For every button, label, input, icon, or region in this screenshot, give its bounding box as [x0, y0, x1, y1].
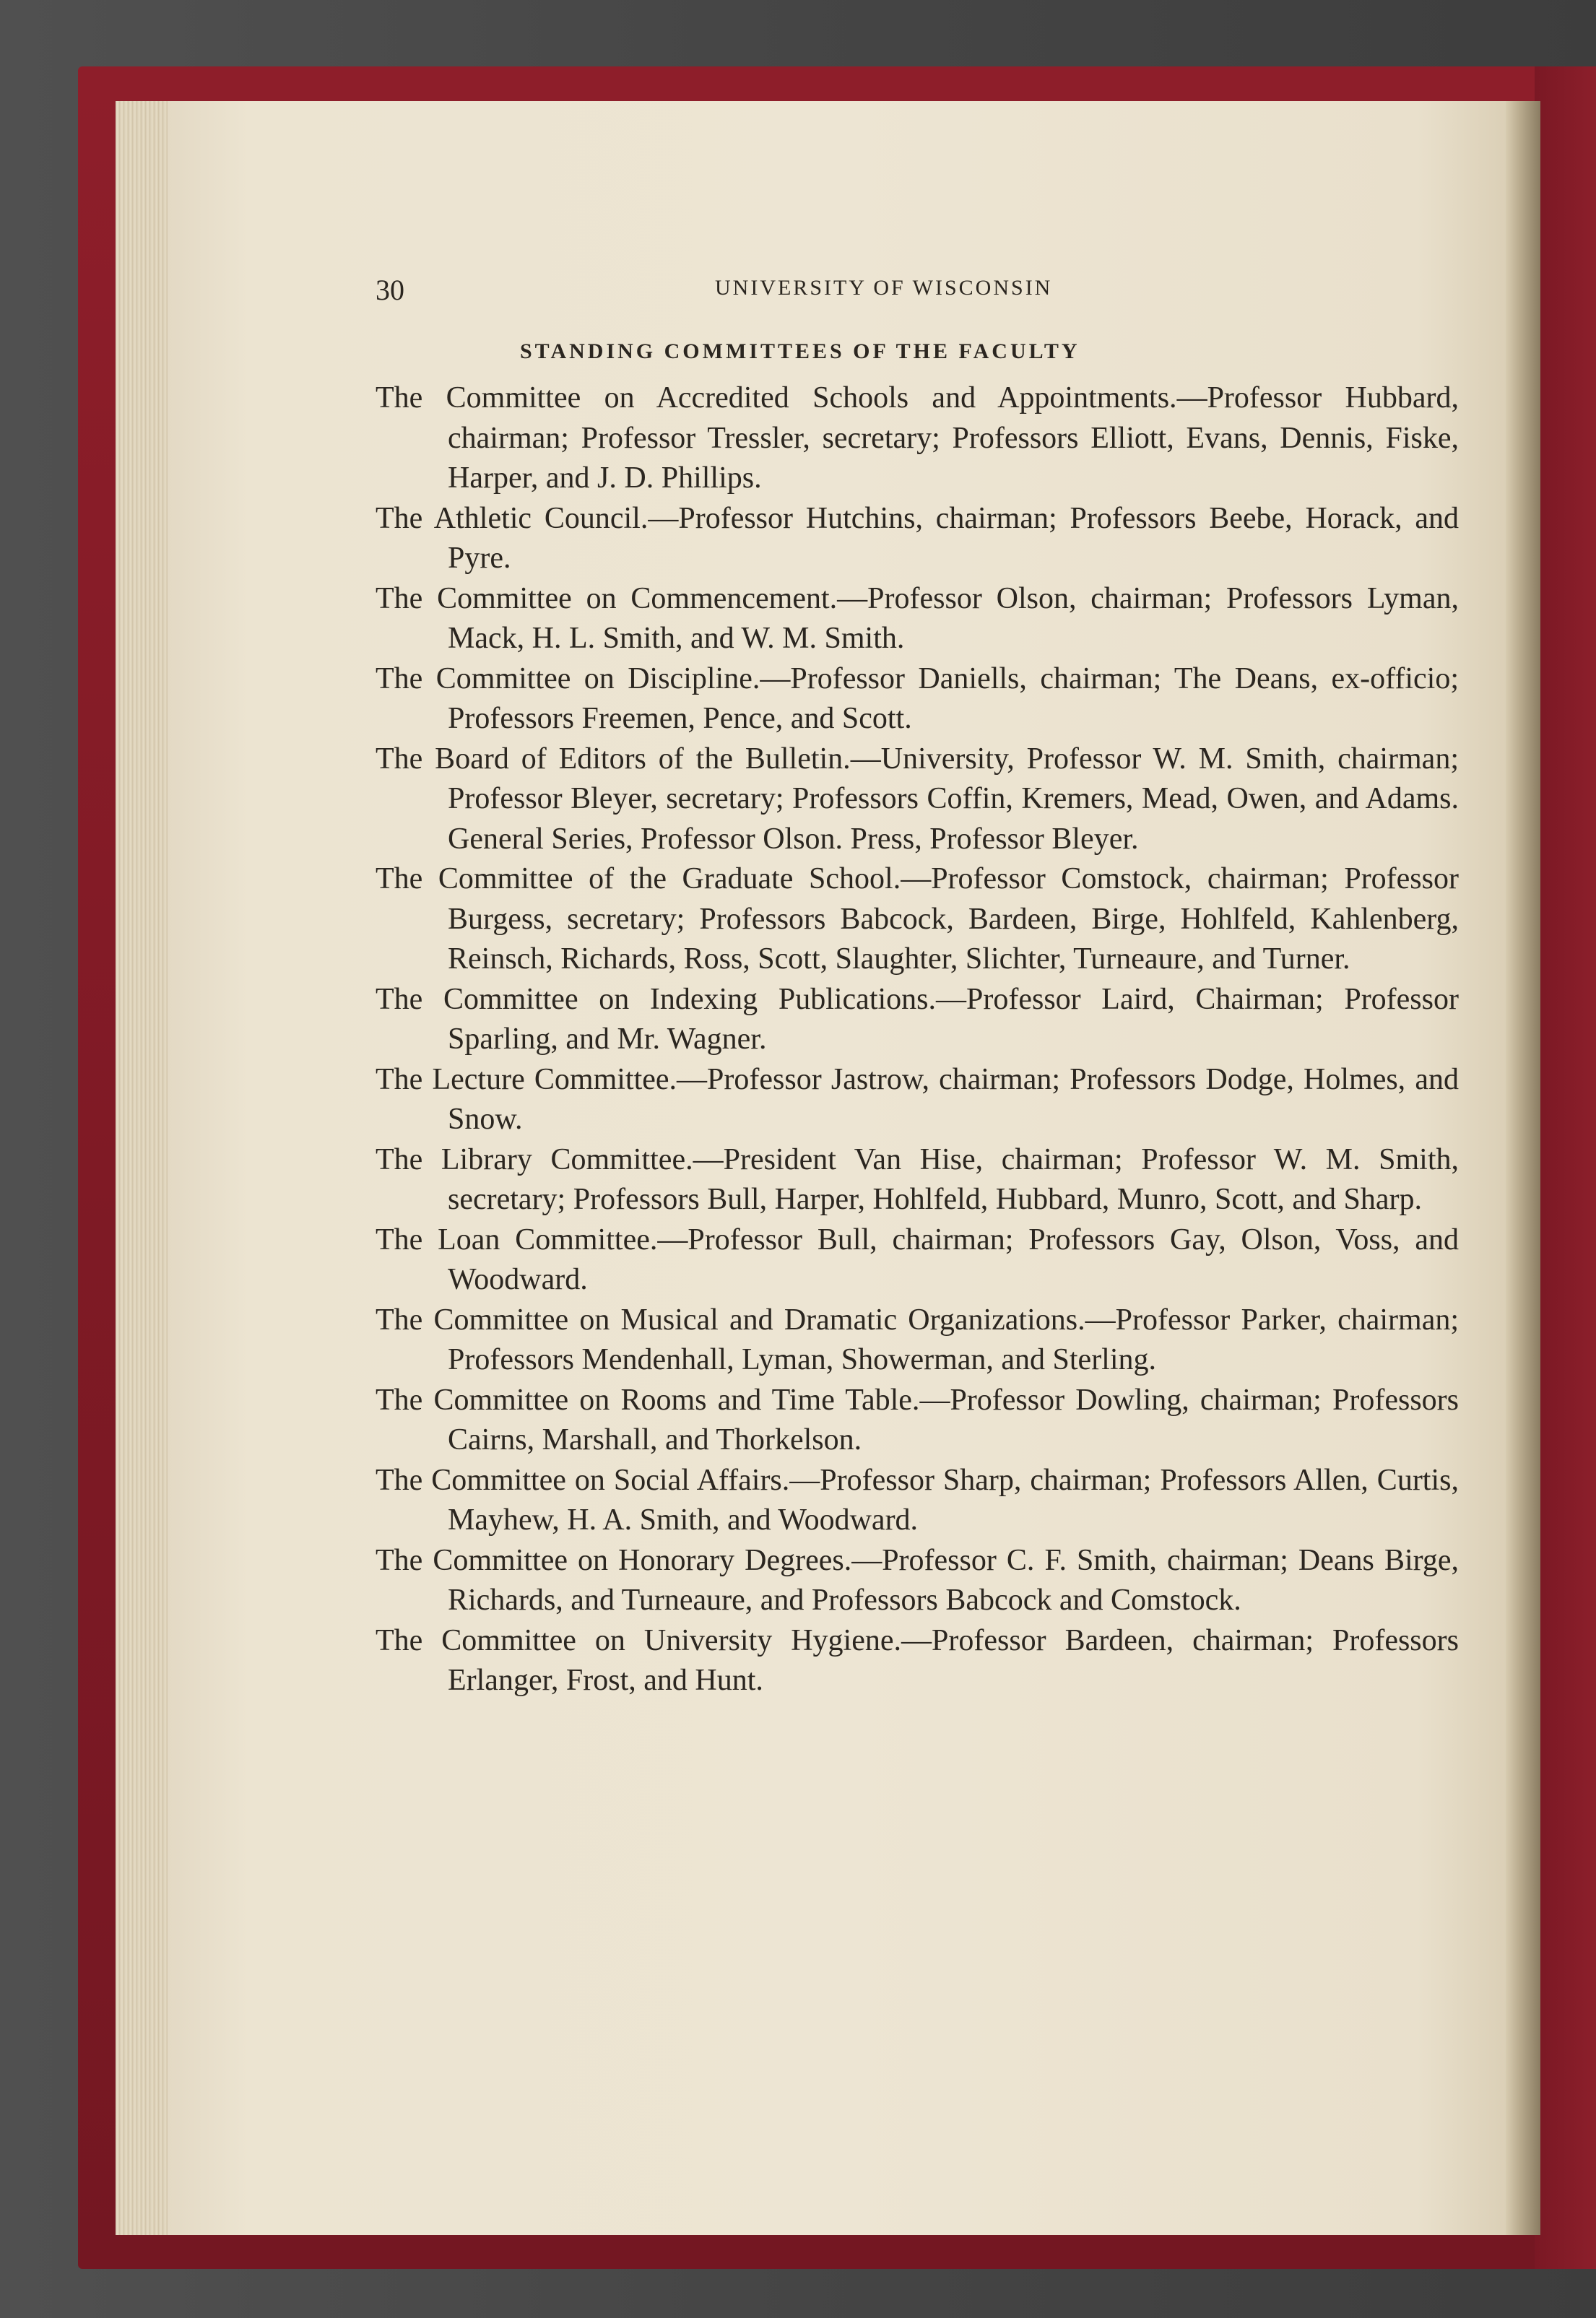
committee-members: —Professor Comstock, chairman; Professor Burgess, secretary; Professors Babcock, Bardeen, Birge, Hohlfeld, Kahlenberg, Reinsch, Richards, Ross, Scott, Slaughter, Slichter, Turneaure, and Turner. [448, 862, 1459, 976]
committee-name: The Loan Committee. [376, 1223, 658, 1256]
committee-list [376, 378, 1459, 1701]
committee-entry [376, 659, 1459, 739]
page-header [376, 260, 1459, 311]
committee-name: The Committee on Indexing Publications. [376, 982, 936, 1016]
committee-entry [376, 859, 1459, 980]
running-head: UNIVERSITY OF WISCONSIN [715, 276, 1053, 300]
section-title: STANDING COMMITTEES OF THE FACULTY [520, 339, 1080, 363]
committee-entry [376, 1541, 1459, 1621]
page-gutter [1506, 101, 1540, 2235]
committee-name: The Board of Editors of the Bulletin. [376, 742, 851, 776]
committee-entry [376, 980, 1459, 1060]
committee-entry [376, 1461, 1459, 1541]
committee-name: The Committee on Rooms and Time Table. [376, 1383, 920, 1417]
committee-name: The Committee on Accredited Schools and Appointments. [376, 381, 1177, 414]
committee-name: The Committee on Commencement. [376, 581, 838, 615]
committee-members: —University, Professor W. M. Smith, chairman; Professor Bleyer, secretary; Professors Coffin, Kremers, Mead, Owen, and Adams. General Series, Professor Olson. Press, Professor Bleyer. [448, 742, 1459, 856]
page-number: 30 [376, 274, 404, 306]
committee-entry [376, 739, 1459, 860]
committee-name: The Committee on University Hygiene. [376, 1623, 902, 1657]
committee-members: —Professor Bardeen, chairman; Professors Erlanger, Frost, and Hunt. [448, 1623, 1459, 1697]
committee-name: The Library Committee. [376, 1142, 693, 1176]
next-page-edge [1535, 66, 1596, 2269]
committee-entry [376, 1301, 1459, 1381]
committee-entry [376, 1381, 1459, 1461]
committee-name: The Lecture Committee. [376, 1062, 677, 1096]
committee-entry [376, 579, 1459, 659]
committee-name: The Committee on Musical and Dramatic Organizations. [376, 1303, 1085, 1337]
committee-members: —Professor Olson, chairman; Professors Lyman, Mack, H. L. Smith, and W. M. Smith. [448, 581, 1459, 655]
committee-entry [376, 1220, 1459, 1301]
committee-name: The Committee on Social Affairs. [376, 1463, 790, 1497]
committee-members: —Professor Jastrow, chairman; Professors Dodge, Holmes, and Snow. [448, 1062, 1459, 1136]
committee-name: The Committee on Honorary Degrees. [376, 1543, 852, 1577]
committee-members: —Professor Dowling, chairman; Professors Cairns, Marshall, and Thorkelson. [448, 1383, 1459, 1457]
committee-members: —Professor Parker, chairman; Professors Mendenhall, Lyman, Showerman, and Sterling. [448, 1303, 1460, 1376]
committee-members: —President Van Hise, chairman; Professor W. M. Smith, secretary; Professors Bull, Harper, Hohlfeld, Hubbard, Munro, Scott, and Sharp. [448, 1142, 1459, 1216]
committee-members: —Professor Daniells, chairman; The Deans, ex-officio; Professors Freemen, Pence, and Scott. [448, 661, 1459, 735]
committee-entry [376, 378, 1459, 499]
committee-members: —Professor Bull, chairman; Professors Gay, Olson, Voss, and Woodward. [448, 1223, 1459, 1296]
committee-entry [376, 1060, 1459, 1140]
committee-members: —Professor Laird, Chairman; Professor Sparling, and Mr. Wagner. [448, 982, 1459, 1056]
committee-members: —Professor Sharp, chairman; Professors Allen, Curtis, Mayhew, H. A. Smith, and Woodward. [448, 1463, 1459, 1537]
committee-entry [376, 1140, 1459, 1220]
committee-entry [376, 1621, 1459, 1701]
committee-name: The Athletic Council. [376, 501, 649, 535]
page-content [376, 260, 1459, 1701]
committee-members: —Professor Hubbard, chairman; Professor Tressler, secretary; Professors Elliott, Evans, Dennis, Fiske, Harper, and J. D. Phillips. [448, 381, 1459, 495]
committee-name: The Committee on Discipline. [376, 661, 760, 695]
committee-name: The Committee of the Graduate School. [376, 862, 901, 895]
committee-entry [376, 499, 1459, 579]
committee-members: —Professor C. F. Smith, chairman; Deans Birge, Richards, and Turneaure, and Professors Babcock and Comstock. [448, 1543, 1459, 1617]
committee-members: —Professor Hutchins, chairman; Professors Beebe, Horack, and Pyre. [448, 501, 1460, 575]
